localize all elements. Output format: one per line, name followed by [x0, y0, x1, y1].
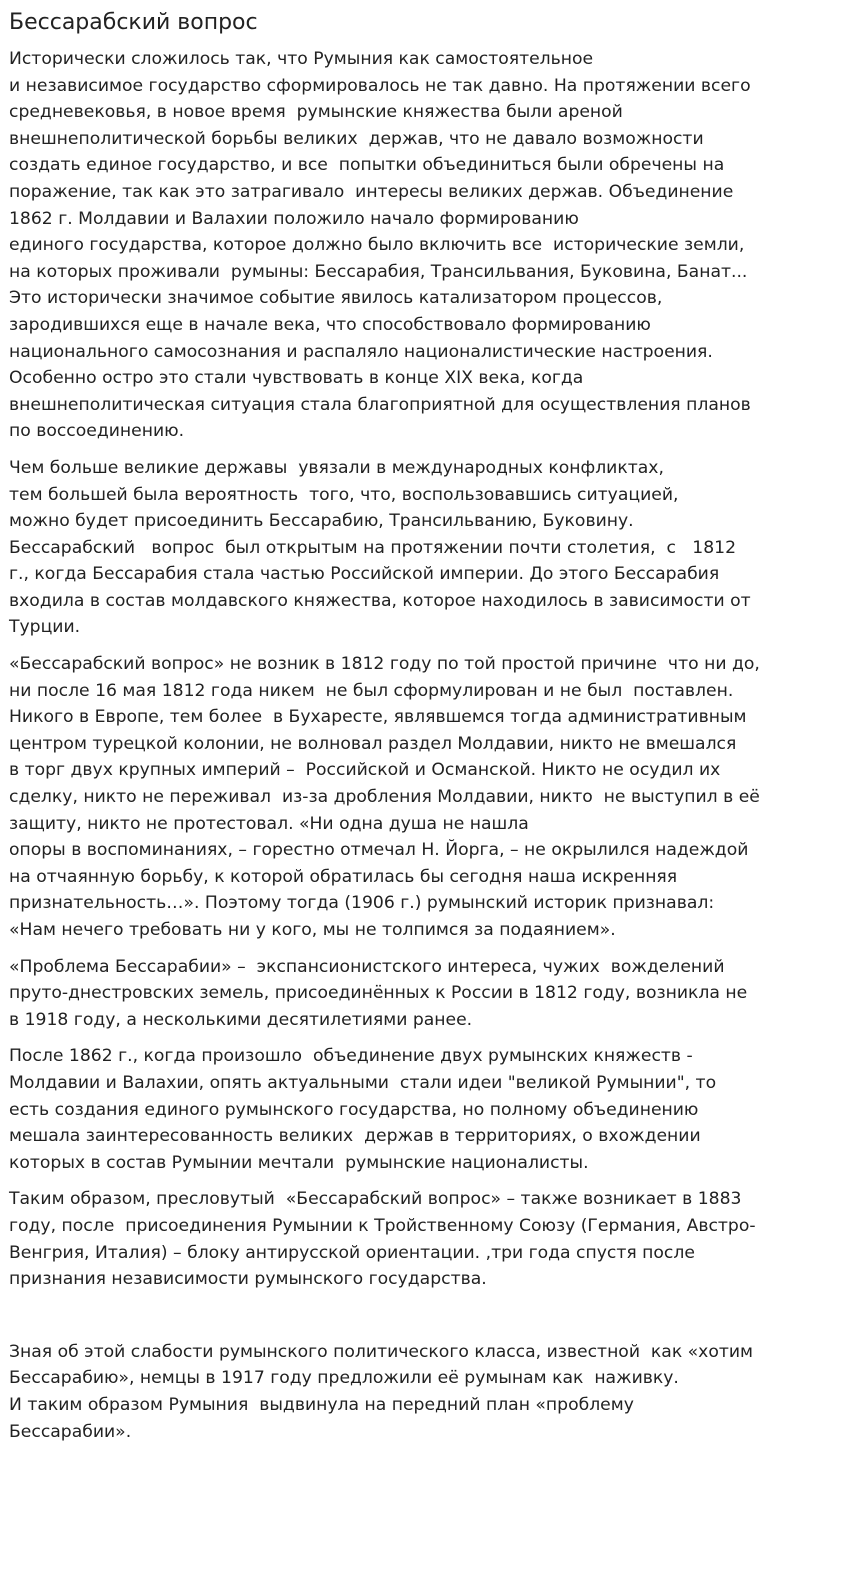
text-line: защиту, никто не протестовал. «Ни одна душа не нашла: [9, 813, 529, 834]
text-line: зародившихся еще в начале века, что способствовало формированию: [9, 314, 651, 335]
text-line: тем большей была вероятность того, что, воспользовавшись ситуацией,: [9, 484, 679, 505]
text-line: на которых проживали румыны: Бессарабия, Трансильвания, Буковина, Банат...: [9, 261, 748, 282]
text-line: Особенно остро это стали чувствовать в конце XIX века, когда: [9, 368, 584, 389]
text-line: признания независимости румынского государства.: [9, 1269, 487, 1290]
text-line: внешнеполитической борьбы великих держав, что не давало возможности: [9, 128, 704, 149]
article-body: [9, 46, 838, 1445]
text-line: ни после 16 мая 1812 года никем не был сформулирован и не был поставлен.: [9, 680, 734, 701]
text-line: Венгрия, Италия) – блоку антирусской ориентации. ,три года спустя после: [9, 1242, 695, 1263]
text-line: которых в состав Румынии мечтали румынские националисты.: [9, 1152, 589, 1173]
text-line: есть создания единого румынского государства, но полному объединению: [9, 1099, 699, 1120]
text-line: национального самосознания и распаляло националистические настроения.: [9, 341, 713, 362]
text-line: внешнеполитическая ситуация стала благоприятной для осуществления планов: [9, 394, 751, 415]
text-line: пруто-днестровских земель, присоединённых к России в 1812 году, возникла не: [9, 983, 748, 1004]
text-line: и независимое государство сформировалось не так давно. На протяжении всего: [9, 75, 751, 96]
text-line: по воссоединению.: [9, 421, 185, 442]
paragraph-7: [9, 1339, 838, 1445]
text-line: на отчаянную борьбу, к которой обратилась бы сегодня наша искренняя: [9, 866, 678, 887]
text-line: Бессарабский вопрос был открытым на протяжении почти столетия, с 1812: [9, 537, 737, 558]
text-line: центром турецкой колонии, не волновал раздел Молдавии, никто не вмешался: [9, 733, 737, 754]
text-line: Таким образом, пресловутый «Бессарабский вопрос» – также возникает в 1883: [9, 1189, 742, 1210]
text-line: И таким образом Румыния выдвинула на передний план «проблему: [9, 1394, 634, 1415]
text-line: входила в состав молдавского княжества, которое находилось в зависимости от: [9, 590, 751, 611]
text-line: «Проблема Бессарабии» – экспансионистского интереса, чужих вожделений: [9, 956, 725, 977]
text-line: Исторически сложилось так, что Румыния как самостоятельное: [9, 49, 594, 69]
text-line: признательность…». Поэтому тогда (1906 г.) румынский историк признавал:: [9, 893, 715, 914]
text-line: «Бессарабский вопрос» не возник в 1812 году по той простой причине что ни до,: [9, 654, 760, 675]
text-line: можно будет присоединить Бессарабию, Трансильванию, Буковину.: [9, 511, 634, 532]
text-line: Чем больше великие державы увязали в международных конфликтах,: [9, 457, 664, 478]
text-line: Это исторически значимое событие явилось катализатором процессов,: [9, 288, 663, 309]
paragraph-spacer: [9, 1303, 838, 1339]
text-line: Никого в Европе, тем более в Бухаресте, являвшемся тогда административным: [9, 707, 747, 728]
text-line: После 1862 г., когда произошло объединение двух румынских княжеств -: [9, 1046, 693, 1067]
text-line: средневековья, в новое время румынские княжества были ареной: [9, 102, 623, 123]
paragraph-2: [9, 455, 838, 641]
paragraph-3: [9, 651, 838, 944]
text-line: Бессарабию», немцы в 1917 году предложили её румынам как наживку.: [9, 1368, 679, 1389]
text-line: единого государства, которое должно было включить все исторические земли,: [9, 235, 745, 256]
paragraph-1: [9, 46, 838, 445]
text-line: создать единое государство, и все попытки объединиться были обречены на: [9, 155, 725, 176]
text-line: поражение, так как это затрагивало интересы великих держав. Объединение: [9, 181, 734, 202]
paragraph-4: [9, 954, 838, 1034]
text-line: сделку, никто не переживал из-за дробления Молдавии, никто не выступил в её: [9, 787, 760, 808]
text-line: в 1918 году, а несколькими десятилетиями ранее.: [9, 1009, 473, 1030]
text-line: Молдавии и Валахии, опять актуальными стали идеи "великой Румынии", то: [9, 1072, 717, 1093]
text-line: опоры в воспоминаниях, – горестно отмечал Н. Йорга, – не окрылился надеждой: [9, 840, 749, 861]
page-title: Бессарабский вопрос: [9, 10, 258, 35]
text-line: в торг двух крупных империй – Российской и Османской. Никто не осудил их: [9, 760, 721, 781]
text-line: Бессарабии».: [9, 1421, 132, 1442]
paragraph-6: [9, 1186, 838, 1292]
text-line: «Нам нечего требовать ни у кого, мы не толпимся за подаянием».: [9, 920, 616, 940]
text-line: г., когда Бессарабия стала частью Российской империи. До этого Бессарабия: [9, 564, 720, 585]
text-line: мешала заинтересованность великих держав в территориях, о вхождении: [9, 1126, 701, 1147]
text-line: Турции.: [9, 617, 81, 638]
text-line: Зная об этой слабости румынского политического класса, известной как «хотим: [9, 1341, 754, 1362]
text-line: 1862 г. Молдавии и Валахии положило начало формированию: [9, 208, 579, 229]
paragraph-5: [9, 1043, 838, 1176]
text-line: году, после присоединения Румынии к Тройственному Союзу (Германия, Австро-: [9, 1215, 756, 1236]
